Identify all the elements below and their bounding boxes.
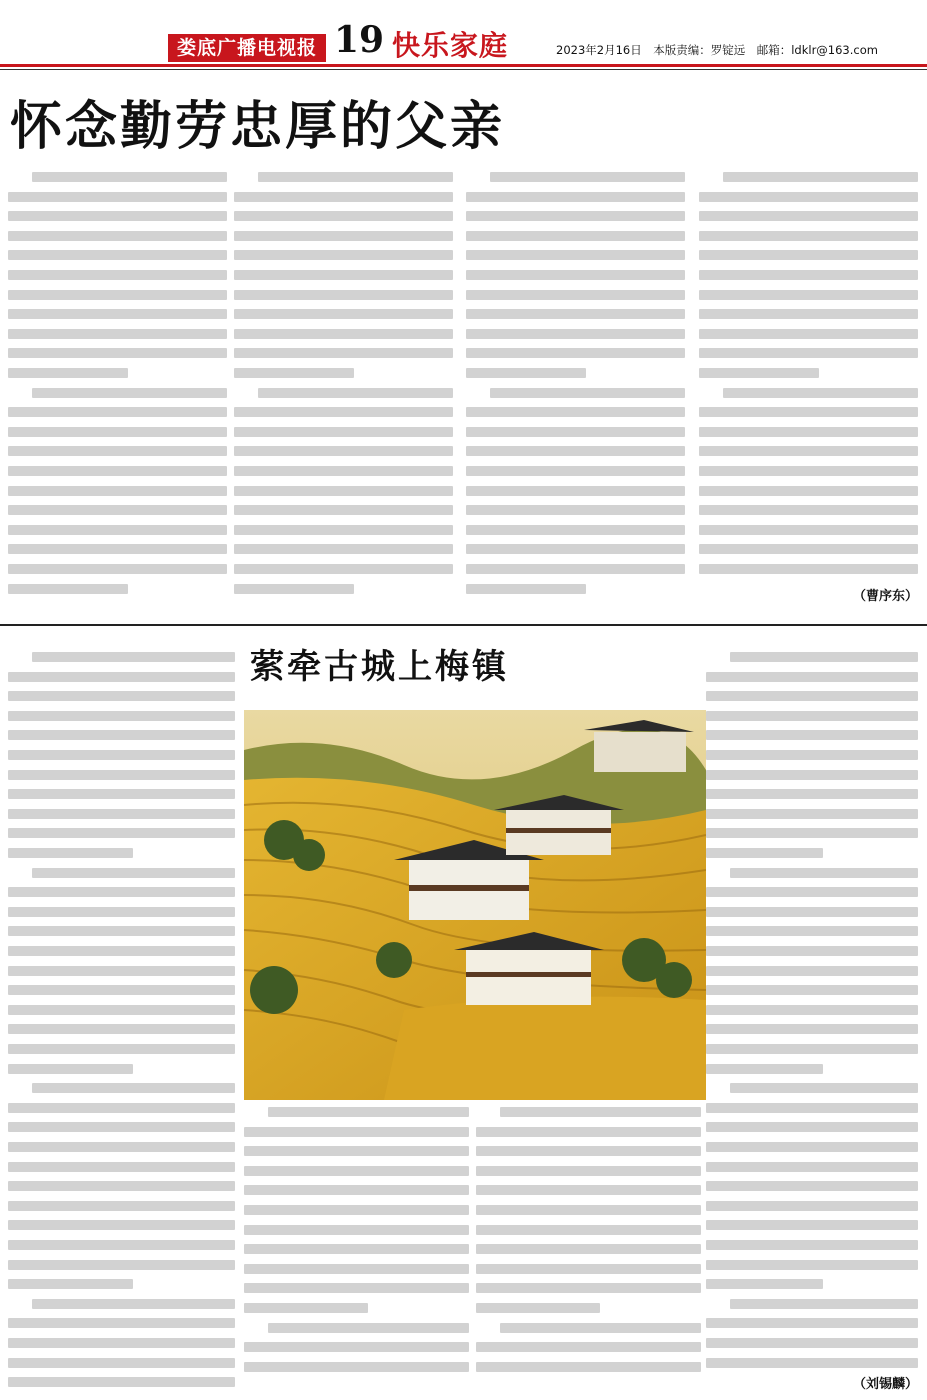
- masthead-rule-black: [0, 69, 927, 70]
- text-line-placeholder: [706, 770, 918, 780]
- text-line-placeholder: [500, 1323, 701, 1333]
- text-line-placeholder: [8, 848, 133, 858]
- text-line-placeholder: [500, 1107, 701, 1117]
- text-line-placeholder: [32, 868, 235, 878]
- text-line-placeholder: [699, 505, 918, 515]
- text-line-placeholder: [699, 270, 918, 280]
- text-line-placeholder: [706, 1024, 918, 1034]
- text-line-placeholder: [706, 1044, 918, 1054]
- text-line-placeholder: [244, 1127, 469, 1137]
- text-line-placeholder: [466, 329, 685, 339]
- text-line-placeholder: [476, 1225, 701, 1235]
- text-line-placeholder: [8, 711, 235, 721]
- text-line-placeholder: [706, 828, 918, 838]
- text-line-placeholder: [706, 848, 823, 858]
- text-line-placeholder: [490, 172, 685, 182]
- text-line-placeholder: [8, 525, 227, 535]
- text-line-placeholder: [706, 730, 918, 740]
- text-line-placeholder: [8, 348, 227, 358]
- text-line-placeholder: [706, 1201, 918, 1211]
- text-line-placeholder: [8, 1279, 133, 1289]
- article-1-column-1: [8, 170, 227, 605]
- text-line-placeholder: [8, 1260, 235, 1270]
- text-line-placeholder: [8, 789, 235, 799]
- text-line-placeholder: [8, 584, 128, 594]
- text-line-placeholder: [466, 309, 685, 319]
- text-line-placeholder: [234, 368, 354, 378]
- text-line-placeholder: [699, 486, 918, 496]
- text-line-placeholder: [466, 525, 685, 535]
- text-line-placeholder: [466, 192, 685, 202]
- text-line-placeholder: [730, 868, 918, 878]
- text-line-placeholder: [234, 505, 453, 515]
- text-line-placeholder: [8, 368, 128, 378]
- text-line-placeholder: [699, 329, 918, 339]
- text-line-placeholder: [723, 172, 918, 182]
- text-line-placeholder: [466, 407, 685, 417]
- text-line-placeholder: [244, 1362, 469, 1372]
- text-line-placeholder: [699, 446, 918, 456]
- text-line-placeholder: [8, 691, 235, 701]
- text-line-placeholder: [706, 946, 918, 956]
- text-line-placeholder: [706, 1005, 918, 1015]
- article-2-column-4: [706, 650, 918, 1375]
- text-line-placeholder: [730, 1299, 918, 1309]
- text-line-placeholder: [466, 584, 586, 594]
- text-line-placeholder: [706, 1162, 918, 1172]
- text-line-placeholder: [699, 192, 918, 202]
- text-line-placeholder: [466, 290, 685, 300]
- text-line-placeholder: [466, 505, 685, 515]
- text-line-placeholder: [234, 584, 354, 594]
- text-line-placeholder: [8, 1358, 235, 1368]
- text-line-placeholder: [8, 1024, 235, 1034]
- text-line-placeholder: [466, 250, 685, 260]
- text-line-placeholder: [8, 211, 227, 221]
- text-line-placeholder: [234, 466, 453, 476]
- text-line-placeholder: [699, 466, 918, 476]
- text-line-placeholder: [8, 192, 227, 202]
- text-line-placeholder: [234, 427, 453, 437]
- issue-info: 2023年2月16日 本版责编：罗锭远 邮箱：ldklr@163.com: [556, 43, 878, 57]
- text-line-placeholder: [8, 270, 227, 280]
- text-line-placeholder: [268, 1107, 469, 1117]
- text-line-placeholder: [8, 770, 235, 780]
- text-line-placeholder: [706, 1318, 918, 1328]
- text-line-placeholder: [699, 564, 918, 574]
- text-line-placeholder: [706, 1103, 918, 1113]
- text-line-placeholder: [258, 172, 453, 182]
- text-line-placeholder: [8, 466, 227, 476]
- newspaper-brand: 娄底广播电视报: [168, 34, 326, 62]
- text-line-placeholder: [699, 348, 918, 358]
- text-line-placeholder: [466, 211, 685, 221]
- text-line-placeholder: [706, 926, 918, 936]
- text-line-placeholder: [234, 446, 453, 456]
- text-line-placeholder: [234, 270, 453, 280]
- text-line-placeholder: [8, 750, 235, 760]
- text-line-placeholder: [258, 388, 453, 398]
- text-line-placeholder: [32, 172, 227, 182]
- text-line-placeholder: [234, 329, 453, 339]
- text-line-placeholder: [234, 407, 453, 417]
- text-line-placeholder: [234, 211, 453, 221]
- article-1-column-3: [466, 170, 685, 605]
- text-line-placeholder: [723, 388, 918, 398]
- text-line-placeholder: [699, 368, 819, 378]
- text-line-placeholder: [244, 1244, 469, 1254]
- text-line-placeholder: [234, 192, 453, 202]
- text-line-placeholder: [244, 1146, 469, 1156]
- text-line-placeholder: [706, 1260, 918, 1270]
- article-1-title: 怀念勤劳忠厚的父亲: [10, 96, 506, 157]
- text-line-placeholder: [8, 1064, 133, 1074]
- article-1-column-4: [699, 170, 918, 580]
- text-line-placeholder: [8, 1044, 235, 1054]
- text-line-placeholder: [730, 1083, 918, 1093]
- text-line-placeholder: [699, 290, 918, 300]
- text-line-placeholder: [244, 1264, 469, 1274]
- text-line-placeholder: [8, 1122, 235, 1132]
- text-line-placeholder: [730, 652, 918, 662]
- article-2-title: 萦牵古城上梅镇: [250, 647, 509, 687]
- text-line-placeholder: [466, 466, 685, 476]
- text-line-placeholder: [476, 1146, 701, 1156]
- text-line-placeholder: [8, 1377, 235, 1387]
- text-line-placeholder: [244, 1225, 469, 1235]
- text-line-placeholder: [244, 1283, 469, 1293]
- text-line-placeholder: [476, 1362, 701, 1372]
- article-2-column-1: [8, 650, 235, 1390]
- text-line-placeholder: [234, 309, 453, 319]
- text-line-placeholder: [8, 1201, 235, 1211]
- text-line-placeholder: [8, 564, 227, 574]
- text-line-placeholder: [476, 1185, 701, 1195]
- article-1-column-2: [234, 170, 453, 605]
- text-line-placeholder: [8, 887, 235, 897]
- text-line-placeholder: [244, 1303, 368, 1313]
- text-line-placeholder: [706, 907, 918, 917]
- text-line-placeholder: [8, 907, 235, 917]
- text-line-placeholder: [8, 672, 235, 682]
- text-line-placeholder: [32, 388, 227, 398]
- text-line-placeholder: [8, 1220, 235, 1230]
- text-line-placeholder: [699, 525, 918, 535]
- text-line-placeholder: [234, 525, 453, 535]
- text-line-placeholder: [706, 1220, 918, 1230]
- text-line-placeholder: [8, 809, 235, 819]
- text-line-placeholder: [706, 1358, 918, 1368]
- text-line-placeholder: [8, 828, 235, 838]
- text-line-placeholder: [8, 1005, 235, 1015]
- text-line-placeholder: [466, 427, 685, 437]
- text-line-placeholder: [466, 348, 685, 358]
- text-line-placeholder: [8, 427, 227, 437]
- text-line-placeholder: [8, 309, 227, 319]
- text-line-placeholder: [8, 946, 235, 956]
- text-line-placeholder: [706, 809, 918, 819]
- text-line-placeholder: [8, 544, 227, 554]
- text-line-placeholder: [234, 486, 453, 496]
- text-line-placeholder: [8, 730, 235, 740]
- text-line-placeholder: [466, 368, 586, 378]
- text-line-placeholder: [699, 211, 918, 221]
- text-line-placeholder: [8, 985, 235, 995]
- text-line-placeholder: [8, 250, 227, 260]
- text-line-placeholder: [699, 309, 918, 319]
- text-line-placeholder: [706, 672, 918, 682]
- text-line-placeholder: [706, 1181, 918, 1191]
- text-line-placeholder: [706, 966, 918, 976]
- text-line-placeholder: [8, 926, 235, 936]
- text-line-placeholder: [466, 231, 685, 241]
- text-line-placeholder: [268, 1323, 469, 1333]
- text-line-placeholder: [706, 1122, 918, 1132]
- text-line-placeholder: [466, 446, 685, 456]
- text-line-placeholder: [476, 1342, 701, 1352]
- text-line-placeholder: [490, 388, 685, 398]
- text-line-placeholder: [8, 290, 227, 300]
- text-line-placeholder: [699, 250, 918, 260]
- article-divider: [0, 624, 927, 626]
- text-line-placeholder: [234, 231, 453, 241]
- text-line-placeholder: [32, 1299, 235, 1309]
- masthead-rule-red: [0, 64, 927, 67]
- masthead: [0, 0, 927, 66]
- text-line-placeholder: [244, 1185, 469, 1195]
- text-line-placeholder: [8, 329, 227, 339]
- text-line-placeholder: [466, 564, 685, 574]
- text-line-placeholder: [476, 1283, 701, 1293]
- article-2-column-2: [244, 1105, 469, 1390]
- text-line-placeholder: [706, 1142, 918, 1152]
- text-line-placeholder: [706, 750, 918, 760]
- text-line-placeholder: [466, 486, 685, 496]
- text-line-placeholder: [476, 1166, 701, 1176]
- text-line-placeholder: [466, 544, 685, 554]
- text-line-placeholder: [706, 985, 918, 995]
- text-line-placeholder: [8, 1181, 235, 1191]
- text-line-placeholder: [8, 505, 227, 515]
- text-line-placeholder: [8, 1142, 235, 1152]
- text-line-placeholder: [706, 711, 918, 721]
- text-line-placeholder: [699, 544, 918, 554]
- text-line-placeholder: [234, 250, 453, 260]
- section-title: 快乐家庭: [392, 29, 509, 62]
- text-line-placeholder: [8, 446, 227, 456]
- text-line-placeholder: [234, 290, 453, 300]
- text-line-placeholder: [476, 1303, 600, 1313]
- text-line-placeholder: [706, 691, 918, 701]
- text-line-placeholder: [706, 1240, 918, 1250]
- article-2-column-3: [476, 1105, 701, 1390]
- text-line-placeholder: [244, 1166, 469, 1176]
- text-line-placeholder: [234, 564, 453, 574]
- text-line-placeholder: [8, 1338, 235, 1348]
- text-line-placeholder: [8, 1162, 235, 1172]
- text-line-placeholder: [706, 1279, 823, 1289]
- text-line-placeholder: [706, 789, 918, 799]
- terraced-village-photo: [244, 710, 706, 1100]
- text-line-placeholder: [8, 486, 227, 496]
- text-line-placeholder: [699, 407, 918, 417]
- text-line-placeholder: [699, 231, 918, 241]
- text-line-placeholder: [8, 1318, 235, 1328]
- page-number: 19: [334, 19, 385, 61]
- text-line-placeholder: [234, 544, 453, 554]
- text-line-placeholder: [32, 1083, 235, 1093]
- text-line-placeholder: [244, 1205, 469, 1215]
- text-line-placeholder: [706, 887, 918, 897]
- text-line-placeholder: [8, 407, 227, 417]
- text-line-placeholder: [8, 966, 235, 976]
- text-line-placeholder: [8, 1240, 235, 1250]
- article-2-byline: （刘锡麟）: [852, 1377, 918, 1392]
- text-line-placeholder: [706, 1338, 918, 1348]
- text-line-placeholder: [244, 1342, 469, 1352]
- article-1-byline: （曹序东）: [852, 589, 918, 604]
- text-line-placeholder: [476, 1127, 701, 1137]
- text-line-placeholder: [32, 652, 235, 662]
- text-line-placeholder: [699, 427, 918, 437]
- text-line-placeholder: [476, 1244, 701, 1254]
- text-line-placeholder: [234, 348, 453, 358]
- text-line-placeholder: [466, 270, 685, 280]
- text-line-placeholder: [8, 1103, 235, 1113]
- text-line-placeholder: [8, 231, 227, 241]
- text-line-placeholder: [706, 1064, 823, 1074]
- text-line-placeholder: [476, 1264, 701, 1274]
- text-line-placeholder: [476, 1205, 701, 1215]
